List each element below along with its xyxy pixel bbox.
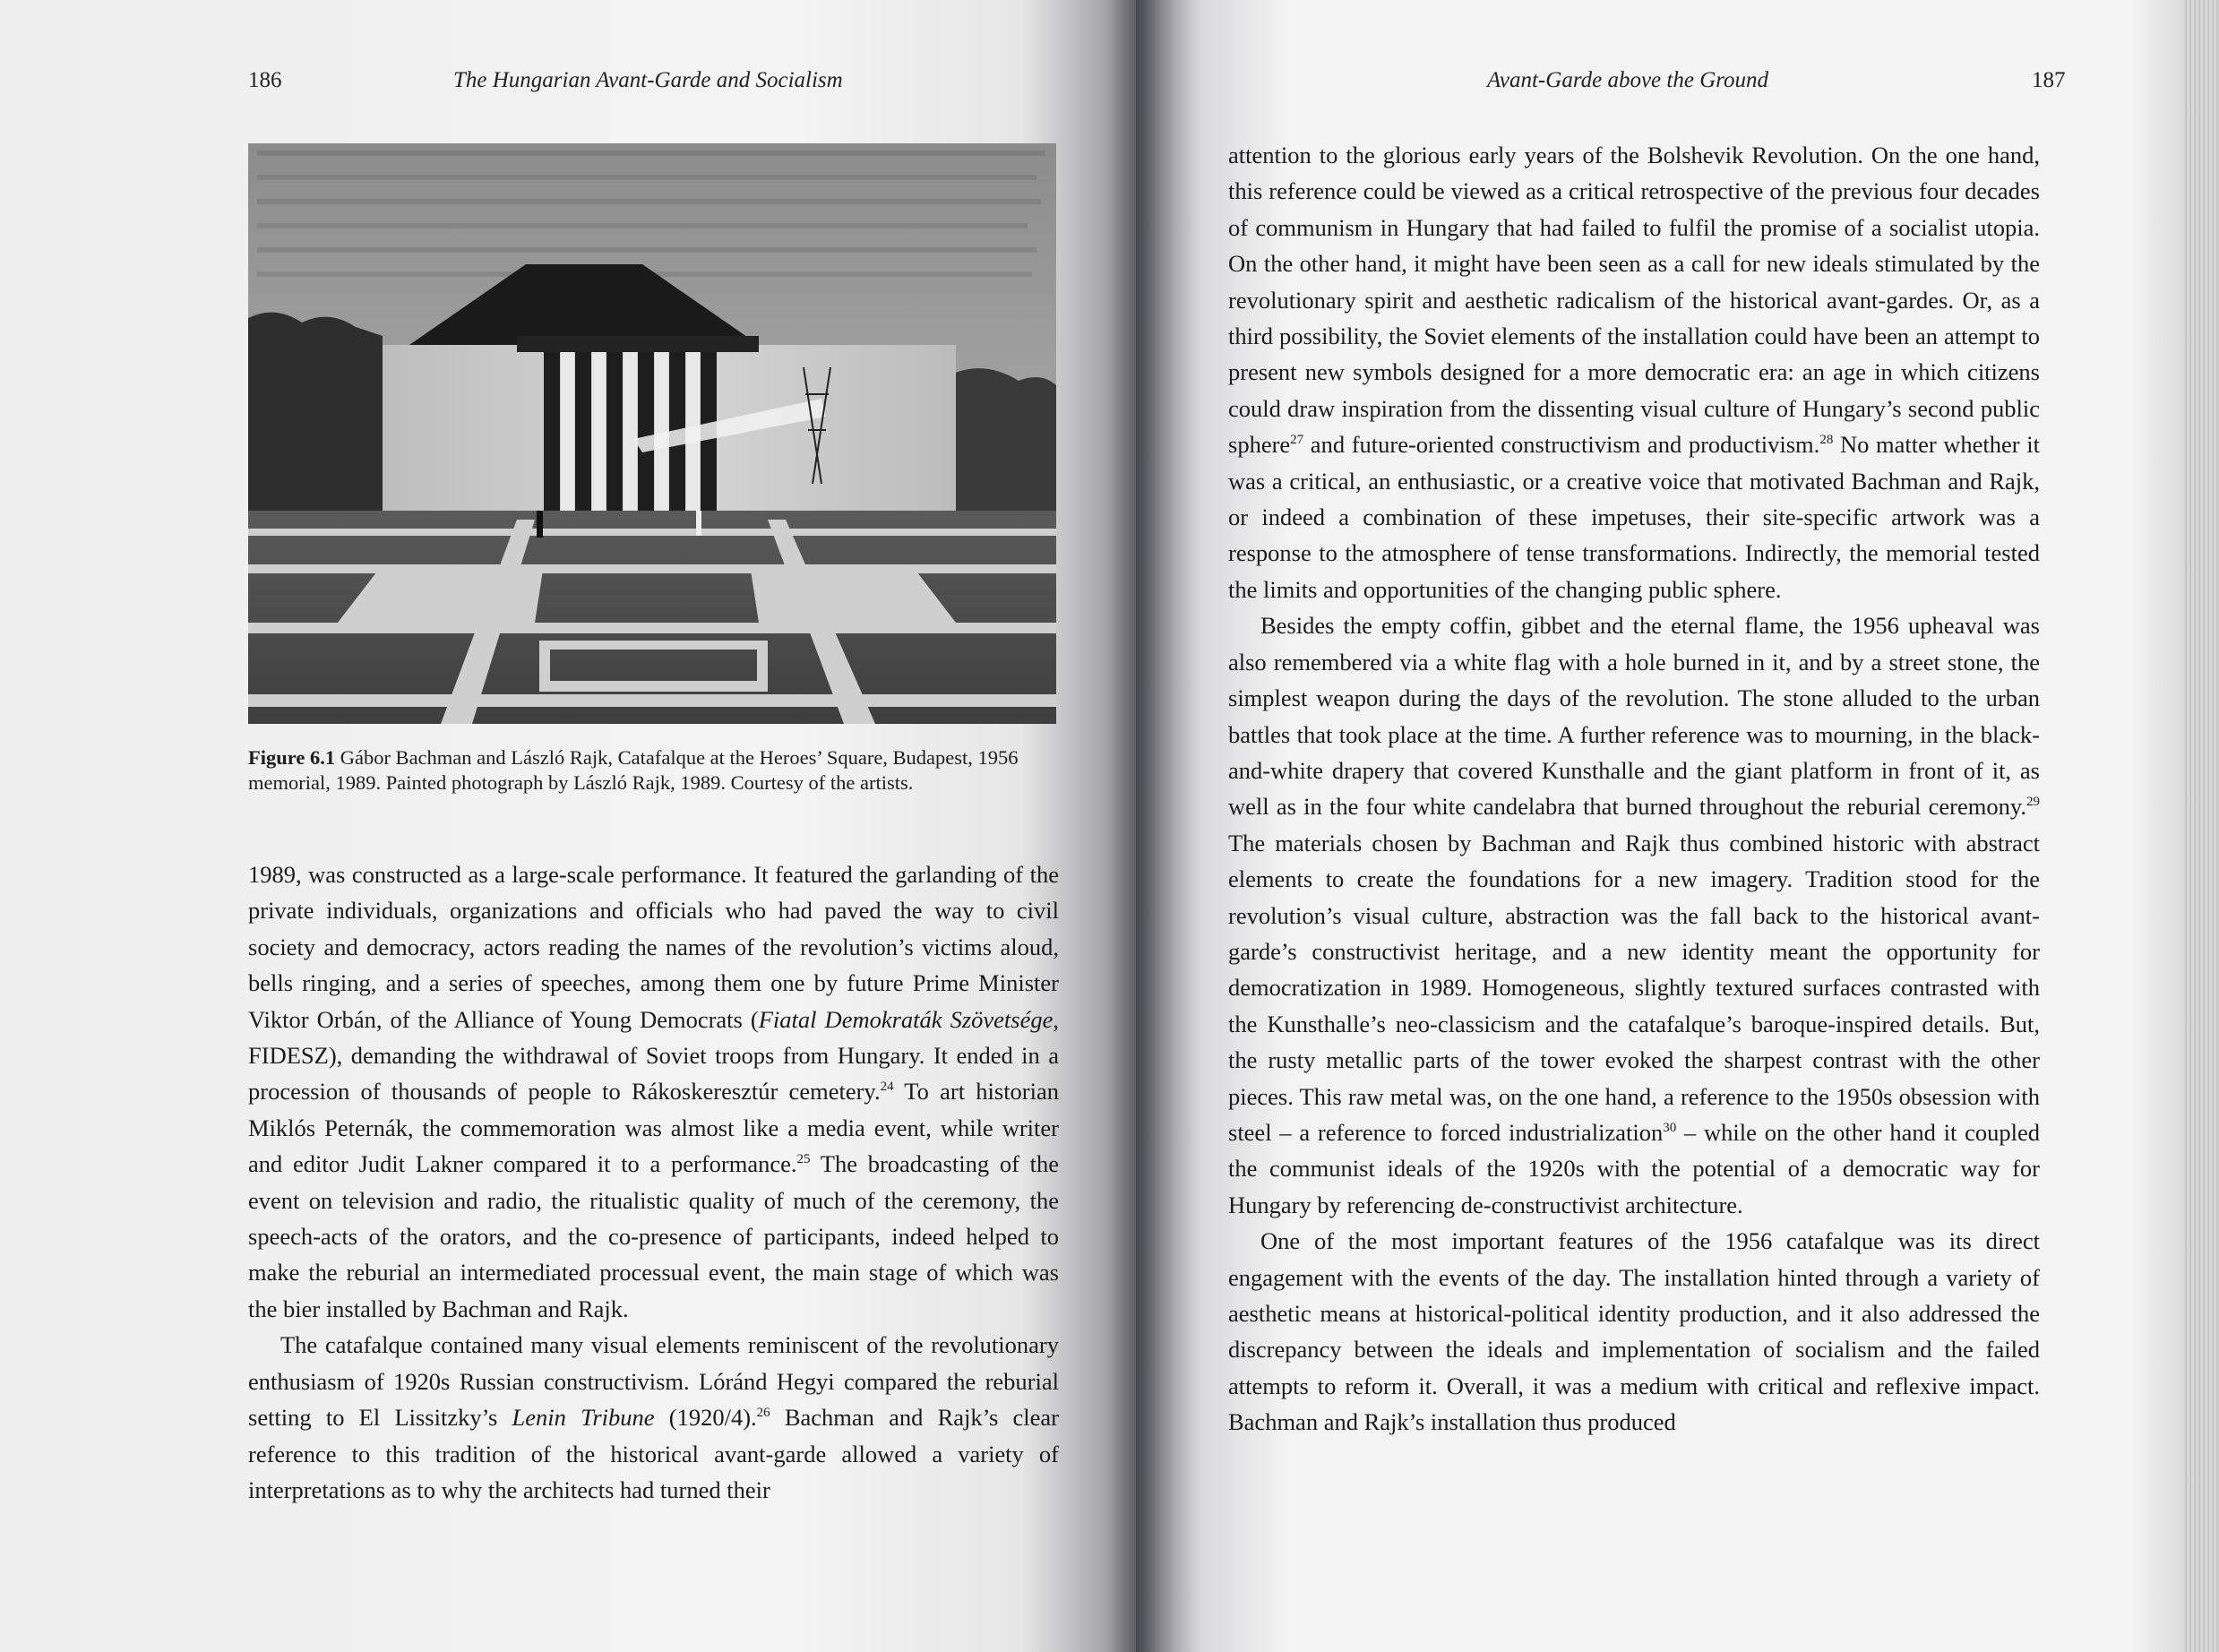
figure-caption — [248, 745, 1059, 796]
paragraph-text: attention to the glorious early years of the Bolshevik Revolution. On the one hand, this reference could be viewed as a critical retrospective of the previous four decades of communism in Hungary that had failed to fulfil the promise of a socialist utopia. On the other hand, it might have been seen as a call for new ideals stimulated by the revolutionary spirit and aesthetic radicalism of the historical avant-gardes. Or, as a third possibility, the Soviet elements of the installation could have been an attempt to present new symbols designed for a more democratic era: an age in which citizens could draw inspiration from the dissenting visual culture of Hungary’s second public sphere — [1228, 142, 2040, 459]
paragraph-text: The broadcasting of the event on television and radio, the ritualistic quality of much of the ceremony, the speech-acts of the orators, and the co-presence of participants, indeed helped to make the reburial an intermediated processual event, the main stage of which was the bier installed by Bachman and Rajk. — [248, 1150, 1059, 1322]
paragraph-text: One of the most important features of the 1956 catafalque was its direct engagement with the events of the day. The installation hinted through a variety of aesthetic means at historical-political identity production, and it also addressed the discrepancy between the ideals and implementation of socialism and the failed attempts to reform it. Overall, it was a medium with critical and reflexive impact. Bachman and Rajk’s installation thus produced — [1228, 1227, 2040, 1436]
catafalque-photo — [248, 143, 1056, 724]
left-running-title: The Hungarian Avant-Garde and Socialism — [453, 68, 843, 92]
right-paragraph — [1228, 1223, 2040, 1440]
footnote-ref: 26 — [756, 1406, 770, 1421]
right-page — [1136, 0, 2219, 1652]
italic-text: Lenin Tribune — [512, 1404, 655, 1432]
paragraph-text: – while on the other hand it coupled the communist ideals of the 1920s with the potential of a democratic way for Hungary by referencing de-constructivist architecture. — [1228, 1118, 2041, 1218]
footnote-ref: 29 — [2026, 795, 2040, 810]
left-paragraph — [248, 1327, 1059, 1508]
paragraph-text: No matter whether it was a critical, an enthusiastic, or a creative voice that motivated Bachman and Rajk, or indeed a combination of these impetuses, their site-specific artwork was a response to the atmosphere of tense transformations. Indirectly, the memorial tested the limits and opportunities of the changing public sphere. — [1228, 431, 2040, 603]
footnote-ref: 30 — [1663, 1121, 1677, 1136]
footnote-ref: 27 — [1290, 433, 1304, 448]
figure-label: Figure 6.1 — [248, 746, 336, 769]
paragraph-text: , FIDESZ), demanding the withdrawal of Soviet troops from Hungary. It ended in a procession of thousands of people to Rákoskeresztúr cemetery. — [248, 1005, 1059, 1106]
footnote-ref: 28 — [1819, 433, 1834, 448]
book-gutter — [1111, 0, 1174, 1652]
left-paragraph — [248, 856, 1059, 1327]
paragraph-text: and future-oriented constructivism and productivism. — [1303, 431, 1820, 459]
right-body-text — [1228, 137, 2040, 1441]
right-running-title: Avant-Garde above the Ground — [1487, 68, 1769, 92]
paragraph-text: Besides the empty coffin, gibbet and the eternal flame, the 1956 upheaval was also remembered via a white flag with a hole burned in it, and by a street stone, the simplest weapon during the days of the revolution. The stone alluded to the urban battles that took place at the time. A further reference was to mourning, in the black-and-white drapery that covered Kunsthalle and the giant platform in front of it, as well as in the four white candelabra that burned throughout the reburial ceremony. — [1228, 612, 2040, 821]
italic-text: Fiatal Demokraták Szövetsége — [758, 1005, 1054, 1033]
left-page-number: 186 — [248, 68, 282, 92]
figure-6-1 — [248, 143, 1056, 724]
paragraph-text: Bachman and Rajk’s clear reference to this tradition of the historical avant-garde allowed a variety of interpretations as to why the architects had turned their — [248, 1404, 1059, 1503]
paragraph-text: 1989, was constructed as a large-scale performance. It featured the garlanding of the private individuals, organizations and officials who had paved the way to civil society and democracy, actors reading the names of the revolution’s victims aloud, bells ringing, and a series of speeches, among them one by future Prime Minister Viktor Orbán, of the Alliance of Young Democrats ( — [248, 861, 1059, 1033]
right-paragraph — [1228, 607, 2040, 1223]
left-body-text — [248, 856, 1059, 1508]
paragraph-text: (1920/4). — [654, 1404, 757, 1432]
footnote-ref: 24 — [880, 1080, 894, 1095]
right-page-number: 187 — [2032, 68, 2066, 92]
footnote-ref: 25 — [796, 1152, 811, 1167]
paragraph-text: The materials chosen by Bachman and Rajk thus combined historic with abstract elements to create the foundations for a new imagery. Tradition stood for the revolution’s visual culture, abstraction was the fall back to the historical avant-garde’s constructivist heritage, and a new identity meant the opportunity for democratization in 1989. Homogeneous, slightly textured surfaces contrasted with the Kunsthalle’s neo-classicism and the catafalque’s baroque-inspired details. But, the rusty metallic parts of the tower evoked the sharpest contrast with the other pieces. This raw metal was, on the one hand, a reference to the 1950s obsession with steel – a reference to forced industrialization — [1228, 829, 2040, 1146]
page-edges — [2183, 0, 2219, 1652]
right-paragraph — [1228, 137, 2040, 607]
paragraph-text: To art historian Miklós Peternák, the commemoration was almost like a media event, while writer and editor Judit Lakner compared it to a performance. — [248, 1078, 1060, 1178]
paragraph-text: The catafalque contained many visual elements reminiscent of the revolutionary enthusiasm of 1920s Russian constructivism. Lóránd Hegyi compared the reburial setting to El Lissitzky’s — [248, 1331, 1059, 1432]
figure-caption-text: Gábor Bachman and László Rajk, Catafalque at the Heroes’ Square, Budapest, 1956 memorial, 1989. Painted photograph by László Rajk, 1989. Courtesy of the artists. — [248, 746, 1019, 794]
